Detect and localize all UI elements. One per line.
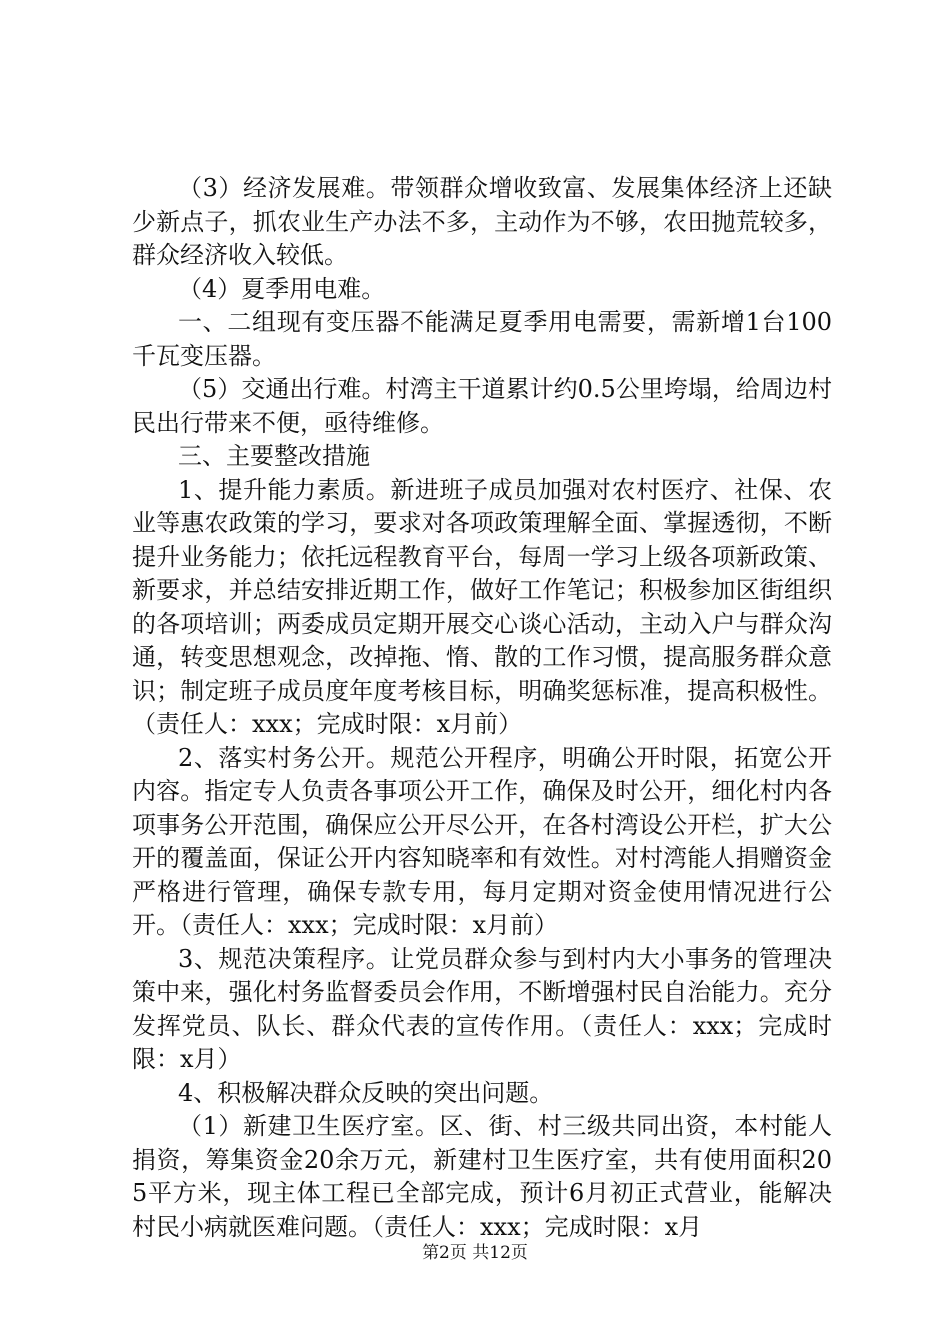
paragraph-measure-3-decision: 3、规范决策程序。让党员群众参与到村内大小事务的管理决策中来，强化村务监督委员会作用，不断增强村民自治能力。充分发挥党员、队长、群众代表的宣传作用。（责任人：xxx；完成时限：x月） (132, 944, 832, 1073)
section-heading-rectification-measures: 三、主要整改措施 (178, 442, 370, 470)
document-body (132, 172, 832, 1244)
paragraph-summer-power-difficulty: （4）夏季用电难。 (178, 274, 386, 303)
paragraph-measure-2-village-affairs: 2、落实村务公开。规范公开程序，明确公开时限，拓宽公开内容。指定专人负责各事项公开工作，确保及时公开，细化村内各项事务公开范围，确保应公开尽公开，在各村湾设公开栏，扩大公开的覆盖面，保证公开内容知晓率和有效性。对村湾能人捐赠资金严格进行管理，确保专款专用，每月定期对资金使用情况进行公开。（责任人：xxx；完成时限：x月前） (132, 743, 832, 939)
paragraph-clinic: （1）新建卫生医疗室。区、街、村三级共同出资，本村能人捐资，筹集资金20余万元，新建村卫生医疗室，共有使用面积205平方米，现主体工程已全部完成，预计6月初正式营业，能解决村民小病就医难问题。（责任人：xxx；完成时限：x月 (132, 1112, 832, 1241)
paragraph-economic-difficulty: （3）经济发展难。带领群众增收致富、发展集体经济上还缺少新点子，抓农业生产办法不多，主动作为不够，农田抛荒较多，群众经济收入较低。 (132, 174, 832, 269)
paragraph-transformer-need: 一、二组现有变压器不能满足夏季用电需要，需新增1台100千瓦变压器。 (132, 308, 832, 370)
paragraph-traffic-difficulty: （5）交通出行难。村湾主干道累计约0.5公里垮塌，给周边村民出行带来不便，亟待维修。 (132, 375, 832, 437)
paragraph-measure-4-issues: 4、积极解决群众反映的突出问题。 (178, 1078, 554, 1107)
paragraph-measure-1-ability: 1、提升能力素质。新进班子成员加强对农村医疗、社保、农业等惠农政策的学习，要求对各项政策理解全面、掌握透彻，不断提升业务能力；依托远程教育平台，每周一学习上级各项新政策、新要求，并总结安排近期工作，做好工作笔记；积极参加区街组织的各项培训；两委成员定期开展交心谈心活动，主动入户与群众沟通，转变思想观念，改掉拖、惰、散的工作习惯，提高服务群众意识；制定班子成员度年度考核目标，明确奖惩标准，提高积极性。（责任人：xxx；完成时限：x月前） (132, 475, 832, 738)
page-number-footer: 第2页 共12页 (422, 1243, 528, 1263)
